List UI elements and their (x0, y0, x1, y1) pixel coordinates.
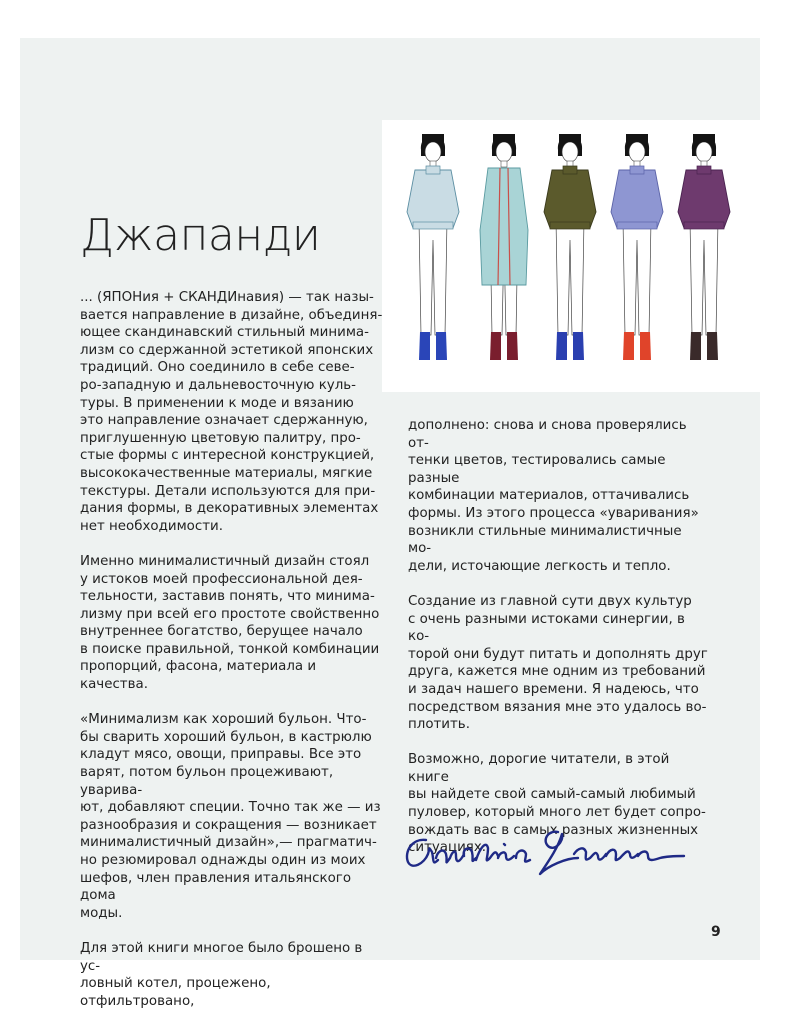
right-boot (436, 332, 447, 360)
right-boot (507, 332, 518, 360)
right-boot (640, 332, 651, 360)
right-boot (573, 332, 584, 360)
hair-fringe (559, 134, 581, 142)
sweater-collar (563, 166, 577, 174)
author-signature (398, 818, 688, 878)
paragraph: «Минимализм как хороший бульон. Что- бы сварить хороший бульон, в кастрюлю кладут мясо, овощи, приправы. Все это варят, потом бульон процеживают, уварива- ют, добавляют специи. Точно так же — из разнообразия и сокращения — возникает минималистичный дизайн»,— прагматич- но резюмировал однажды один из моих шефов, член правления итальянского дома моды. (80, 712, 381, 921)
neck-shape (501, 161, 507, 167)
coat-shape (480, 168, 528, 285)
face-shape (562, 142, 578, 162)
trousers-shape (623, 220, 651, 335)
left-boot (490, 332, 501, 360)
trousers-shape (419, 220, 447, 335)
face-shape (696, 142, 712, 162)
hair-fringe (693, 134, 715, 142)
fashion-figure (611, 134, 663, 360)
signature-image (398, 818, 688, 878)
fashion-figure (678, 134, 730, 360)
paragraph: дополнено: снова и снова проверялись от- тенки цветов, тестировались самые разные комбинации материалов, оттачивались формы. Из этого процесса «уваривания» возникли стильные минималистичные мо- дели, источающие легкость и тепло. (408, 418, 699, 574)
fashion-sketch-illustration (382, 120, 760, 392)
face-shape (496, 142, 512, 162)
paragraph: ... (ЯПОНия + СКАНДИнавия) — так назы- вается направление в дизайне, объединя- ющее скандинавский стильный минима- лизм со сдержанной эстетикой японских традиций. Оно соединило в себе севе- ро-западную и дальневосточную куль- туры. В применении к моде и вязанию это направление означает сдержанную, приглушенную цветовую палитру, про- стые формы с интересной конструкцией, высококачественные материалы, мягкие текстуры. Детали используются для при- дания формы, в декоративных элементах нет необходимости. (80, 290, 383, 534)
fashion-figure (544, 134, 596, 360)
left-boot (556, 332, 567, 360)
paragraph: Для этой книги многое было брошено в ус- ловный котел, процежено, отфильтровано, (80, 940, 363, 1009)
sweater-shape (678, 170, 730, 228)
face-shape (425, 142, 441, 162)
sweater-rib (413, 222, 453, 229)
left-text-column (80, 289, 385, 1028)
sweater-rib (550, 222, 590, 229)
right-text-column (408, 417, 708, 874)
sweater-shape (544, 170, 596, 228)
page-number: 9 (711, 924, 721, 940)
left-boot (690, 332, 701, 360)
right-boot (707, 332, 718, 360)
hair-fringe (493, 134, 515, 142)
hair-fringe (422, 134, 444, 142)
left-boot (419, 332, 430, 360)
paragraph: Именно минималистичный дизайн стоял у истоков моей профессиональной дея- тельности, заставив понять, что минима- лизму при всей его простоте свойственно внутреннее богатство, берущее начало в поиске правильной, тонкой комбинации пропорций, фасона, материала и качества. (80, 553, 380, 693)
paragraph: Создание из главной сути двух культур с очень разными истоками синергии, в ко- торой они будут питать и дополнять друг друга, кажется мне одним из требований и задач нашего времени. Я надеюсь, что посредством вязания мне это удалось во- плотить. (408, 593, 708, 733)
paragraph: Возможно, дорогие читатели, в этой книге вы найдете свой самый-самый любимый пуловер, который много лет будет сопро- вождать вас в самых разных жизненных ситуациях. (408, 752, 706, 856)
sweater-rib (684, 222, 724, 229)
trousers-shape (690, 220, 718, 335)
fashion-figure (407, 134, 459, 360)
sweater-collar (697, 166, 711, 174)
hair-fringe (626, 134, 648, 142)
face-shape (629, 142, 645, 162)
trousers-shape (556, 220, 584, 335)
fashion-figure (480, 134, 528, 360)
sweater-shape (611, 170, 663, 228)
left-boot (623, 332, 634, 360)
page-title: Джапанди (80, 210, 321, 261)
sweater-shape (407, 170, 459, 228)
sweater-rib (617, 222, 657, 229)
sweater-collar (426, 166, 440, 174)
sweater-collar (630, 166, 644, 174)
fashion-sketch-svg (382, 120, 760, 392)
